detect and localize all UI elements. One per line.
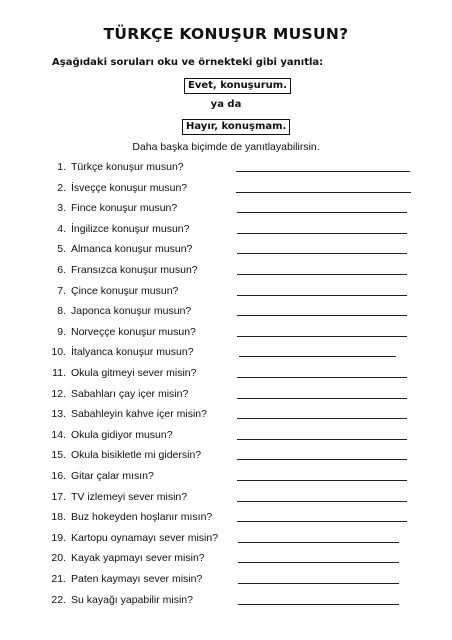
- question-number: 20.: [51, 552, 66, 565]
- question-text: [46, 161, 236, 173]
- hint-note: Daha başka biçimde de yanıtlayabilirsin.: [132, 141, 320, 153]
- question-label: Japonca konuşur musun?: [71, 305, 192, 318]
- question-number: 19.: [51, 531, 66, 544]
- question-text: [46, 408, 236, 420]
- question-label: Buz hokeyden hoşlanır mısın?: [71, 511, 213, 524]
- instruction-text: Aşağıdaki soruları oku ve örnekteki gibi yanıtla:: [52, 57, 324, 68]
- question-label: İsveççe konuşur musun?: [71, 181, 188, 194]
- question-row: [0, 220, 452, 240]
- answer-line[interactable]: [237, 398, 407, 399]
- question-text: [46, 264, 236, 276]
- question-row: [0, 467, 452, 487]
- question-text: [46, 305, 236, 317]
- question-number: 17.: [51, 490, 66, 503]
- question-number: 8.: [57, 305, 66, 318]
- question-label: Fince konuşur musun?: [71, 202, 178, 215]
- question-number: 11.: [52, 367, 66, 379]
- question-label: Okula gitmeyi sever misin?: [71, 367, 197, 379]
- answer-line[interactable]: [237, 377, 407, 378]
- example-answer-yes: Evet, konuşurum.: [184, 78, 291, 94]
- question-number: 7.: [57, 284, 66, 297]
- question-text: [46, 552, 236, 564]
- question-label: İngilizce konuşur musun?: [71, 222, 190, 235]
- question-label: Okula bisikletle mi gidersin?: [71, 449, 202, 462]
- question-label: Paten kaymayı sever misin?: [71, 573, 203, 585]
- question-label: Kartopu oynamayı sever misin?: [71, 531, 219, 544]
- question-row: [0, 405, 452, 425]
- question-label: Sabahleyin kahve içer misin?: [71, 408, 207, 421]
- question-number: 1.: [57, 161, 66, 173]
- question-row: [0, 343, 452, 363]
- question-row: [0, 385, 452, 405]
- question-text: [46, 202, 236, 214]
- question-row: [0, 199, 452, 219]
- question-number: 18.: [51, 511, 66, 524]
- question-label: Türkçe konuşur musun?: [71, 161, 184, 173]
- question-row: [0, 302, 452, 322]
- or-text: ya da: [210, 99, 242, 110]
- question-text: [46, 470, 236, 482]
- question-label: TV izlemeyi sever misin?: [71, 490, 188, 503]
- question-number: 2.: [57, 181, 66, 194]
- question-text: [46, 346, 236, 358]
- question-number: 3.: [57, 202, 66, 215]
- answer-line[interactable]: [238, 583, 399, 584]
- question-number: 6.: [57, 264, 66, 276]
- question-text: [46, 532, 236, 544]
- question-text: [46, 573, 236, 585]
- question-row: [0, 508, 452, 528]
- question-label: Kayak yapmayı sever misin?: [71, 552, 205, 565]
- answer-line[interactable]: [237, 315, 407, 316]
- question-number: 21.: [51, 573, 66, 585]
- answer-line[interactable]: [237, 253, 407, 254]
- question-number: 5.: [57, 243, 66, 256]
- question-label: Okula gidiyor musun?: [71, 428, 173, 441]
- answer-line[interactable]: [237, 336, 407, 337]
- question-number: 13.: [51, 408, 66, 421]
- answer-line[interactable]: [239, 356, 396, 357]
- question-row: [0, 549, 452, 569]
- question-row: [0, 591, 452, 611]
- question-text: [46, 223, 236, 235]
- question-text: [46, 594, 236, 606]
- question-text: [46, 326, 236, 338]
- answer-line[interactable]: [237, 521, 407, 522]
- question-label: Gitar çalar mısın?: [71, 470, 154, 482]
- question-text: [46, 511, 236, 523]
- question-row: [0, 529, 452, 549]
- question-row: [0, 364, 452, 384]
- answer-line[interactable]: [237, 501, 407, 502]
- question-label: Çince konuşur musun?: [71, 284, 179, 297]
- question-label: Fransızca konuşur musun?: [71, 264, 198, 276]
- answer-line[interactable]: [237, 295, 407, 296]
- question-number: 9.: [57, 325, 66, 338]
- answer-line[interactable]: [237, 418, 407, 419]
- example-answer-no: Hayır, konuşmam.: [182, 119, 290, 135]
- question-text: [46, 285, 236, 297]
- answer-line[interactable]: [237, 459, 407, 460]
- question-label: Su kayağı yapabilir misin?: [71, 593, 193, 606]
- answer-line[interactable]: [238, 604, 399, 605]
- question-number: 4.: [57, 222, 66, 235]
- answer-line[interactable]: [237, 212, 407, 213]
- question-row: [0, 426, 452, 446]
- answer-line[interactable]: [238, 542, 399, 543]
- question-label: Almanca konuşur musun?: [71, 243, 193, 256]
- question-number: 14.: [51, 428, 66, 441]
- question-row: [0, 282, 452, 302]
- question-row: [0, 488, 452, 508]
- answer-line[interactable]: [236, 192, 411, 193]
- page-title: TÜRKÇE KONUŞUR MUSUN?: [103, 25, 349, 43]
- question-label: İtalyanca konuşur musun?: [71, 346, 194, 359]
- question-text: [46, 367, 236, 379]
- question-number: 15.: [51, 449, 66, 462]
- question-label: Sabahları çay içer misin?: [71, 387, 189, 400]
- question-text: [46, 243, 236, 255]
- question-number: 10.: [51, 346, 66, 359]
- question-text: [46, 491, 236, 503]
- question-row: [0, 570, 452, 590]
- question-row: [0, 446, 452, 466]
- answer-line[interactable]: [237, 233, 407, 234]
- question-row: [0, 240, 452, 260]
- question-text: [46, 449, 236, 461]
- answer-line[interactable]: [238, 562, 399, 563]
- answer-line[interactable]: [237, 439, 407, 440]
- question-number: 12.: [51, 387, 66, 400]
- question-number: 16.: [51, 470, 66, 482]
- question-text: [46, 388, 236, 400]
- answer-line[interactable]: [237, 480, 407, 481]
- question-row: [0, 179, 452, 199]
- question-number: 22.: [51, 593, 66, 606]
- question-text: [46, 429, 236, 441]
- answer-line[interactable]: [236, 171, 410, 172]
- question-row: [0, 261, 452, 281]
- question-label: Norveççe konuşur musun?: [71, 325, 196, 338]
- question-row: [0, 158, 452, 178]
- answer-line[interactable]: [237, 274, 407, 275]
- question-row: [0, 323, 452, 343]
- question-text: [46, 182, 236, 194]
